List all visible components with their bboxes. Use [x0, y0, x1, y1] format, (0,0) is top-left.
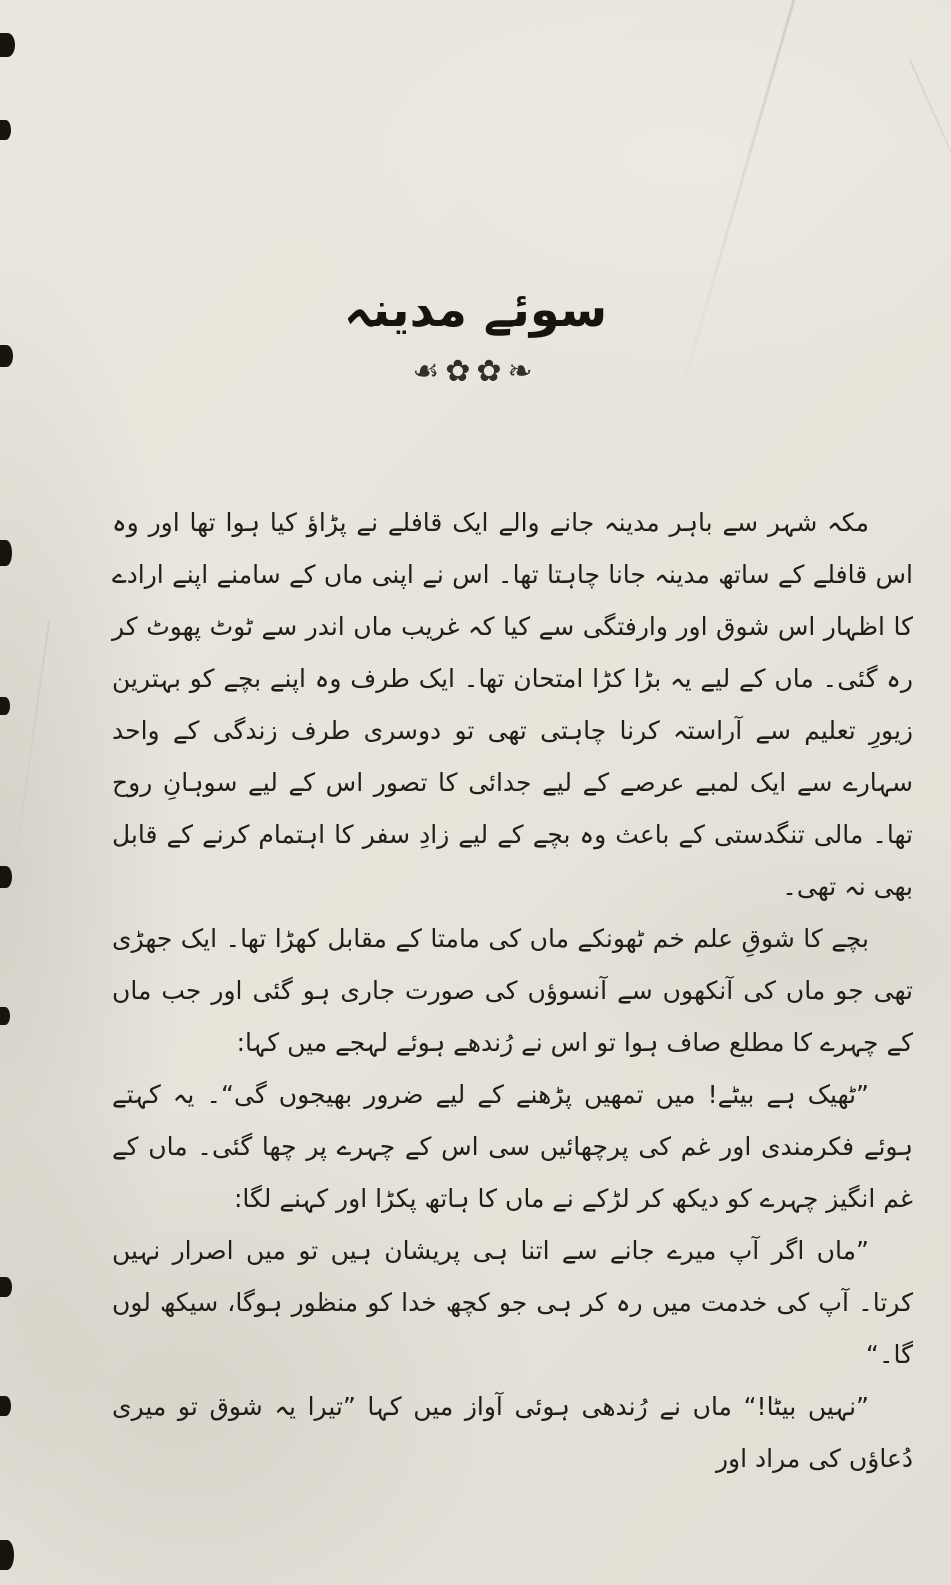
paragraph: مکہ شہر سے باہر مدینہ جانے والے ایک قافلے نے پڑاؤ کیا ہوا تھا اور وہ اس قافلے کے ساتھ مدینہ جانا چاہتا تھا۔ اس نے اپنی ماں کے سامنے اپنے ارادے کا اظہار اس شوق اور وارفتگی سے کیا کہ غریب ماں اندر سے ٹوٹ پھوٹ کر رہ گئی۔ ماں کے لیے یہ بڑا کڑا امتحان تھا۔ ایک طرف وہ اپنے بچے کو بہترین زیورِ تعلیم سے آراستہ کرنا چاہتی تھی تو دوسری طرف زندگی کے واحد سہارے سے ایک لمبے عرصے کے لیے جدائی کا تصور اس کے لیے سوہانِ روح تھا۔ مالی تنگدستی کے باعث وہ بچے کے لیے زادِ سفر کا اہتمام کرنے کے قابل بھی نہ تھی۔	[112, 508, 913, 901]
flower-ornament-icon: ❧✿✿☙	[412, 354, 539, 389]
scan-artifact	[0, 120, 11, 140]
scan-artifact	[0, 33, 15, 57]
scan-artifact	[0, 1396, 11, 1416]
scan-artifact	[0, 697, 10, 715]
scan-artifact	[0, 866, 12, 888]
chapter-title: سوئے مدینہ	[343, 282, 608, 338]
scan-artifact	[0, 540, 12, 566]
scan-artifact	[0, 1007, 10, 1025]
paragraph: بچے کا شوقِ علم خم ٹھونکے ماں کی مامتا کے مقابل کھڑا تھا۔ ایک جھڑی تھی جو ماں کی آنکھوں سے آنسوؤں کی صورت جاری ہو گئی اور جب ماں کے چہرے کا مطلع صاف ہوا تو اس نے رُندھے ہوئے لہجے میں کہا:	[112, 924, 913, 1057]
scan-artifact	[0, 345, 13, 367]
paragraph: ”نہیں بیٹا!“ ماں نے رُندھی ہوئی آواز میں کہا ”تیرا یہ شوق تو میری دُعاؤں کی مراد اور	[112, 1392, 913, 1473]
scan-artifact	[0, 1277, 12, 1297]
body-text	[0, 497, 951, 1485]
paragraph: ”ماں اگر آپ میرے جانے سے اتنا ہی پریشان ہیں تو میں اصرار نہیں کرتا۔ آپ کی خدمت میں رہ کر ہی جو کچھ خدا کو منظور ہوگا، سیکھ لوں گا۔“	[112, 1236, 913, 1369]
scan-artifact	[0, 1540, 14, 1570]
paragraph: ”ٹھیک ہے بیٹے! میں تمھیں پڑھنے کے لیے ضرور بھیجوں گی“۔ یہ کہتے ہوئے فکرمندی اور غم کی پرچھائیں سی اس کے چہرے پر چھا گئی۔ ماں کے غم انگیز چہرے کو دیکھ کر لڑکے نے ماں کا ہاتھ پکڑا اور کہنے لگا:	[112, 1080, 913, 1213]
